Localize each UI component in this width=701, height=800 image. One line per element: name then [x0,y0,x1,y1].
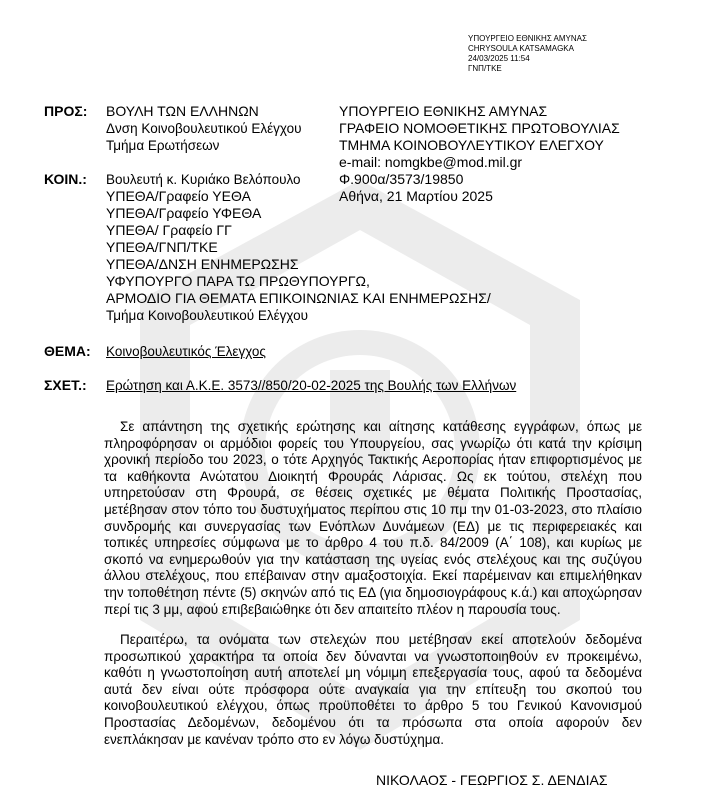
signatory-name: ΝΙΚΟΛΑΟΣ - ΓΕΩΡΓΙΟΣ Σ. ΔΕΝΔΙΑΣ [376,772,608,788]
cc-line: ΥΠΕΘΑ/ΔΝΣΗ ΕΝΗΜΕΡΩΣΗΣ [106,256,299,272]
stamp-line: 24/03/2025 11:54 [468,54,530,63]
cc-line: ΥΠΕΘΑ/ Γραφείο ΓΓ [106,222,232,238]
pros-label: ΠΡΟΣ: [44,103,88,119]
subject-label: ΘΕΜΑ: [44,343,91,359]
reference-value: Ερώτηση και Α.Κ.Ε. 3573//850/20-02-2025 της Βουλής των Ελλήνων [106,378,517,393]
body-paragraph: Περαιτέρω, τα ονόματα των στελεχών που μετέβησαν εκεί αποτελούν δεδομένα προσωπικού χαρακτήρα τα οποία δεν δύνανται να γνωστοποιηθούν εν προκειμένω, καθότι η γνωστοποίηση αυτή αποτελεί μη νόμιμη επεξεργασία τους, αφού τα δεδομένα αυτά δεν είναι ούτε πρόσφορα ούτε αναγκαία για την επίτευξη του σκοπού του κοινοβουλευτικού ελέγχου, όπως προϋποθέτει το άρθρο 5 του Γενικού Κανονισμού Προστασίας Δεδομένων, δεδομένου ότι τα πρόσωπα στα οποία αφορούν δεν ενεπλάκησαν με κανέναν τρόπο στο εν λόγω δυστύχημα. [104,632,642,747]
stamp-line: ΥΠΟΥΡΓΕΙΟ ΕΘΝΙΚΗΣ ΑΜΥΝΑΣ [468,34,587,43]
sender-email: e-mail: nomgkbe@mod.mil.gr [339,154,523,170]
cc-line: ΥΠΕΘΑ/ΓΝΠ/ΤΚΕ [106,239,218,255]
digital-signature-stamp [468,34,587,74]
stamp-line: CHRYSOULA KATSAMAGKA [468,44,574,53]
protocol-number: Φ.900α/3573/19850 [339,171,464,187]
reference-label: ΣΧΕΤ.: [44,377,87,393]
cc-line: ΥΦΥΠΟΥΡΓΟ ΠΑΡΑ ΤΩ ΠΡΩΘΥΠΟΥΡΓΩ, [106,273,370,289]
sender-line: ΤΜΗΜΑ ΚΟΙΝΟΒΟΥΛΕΥΤΙΚΟΥ ΕΛΕΓΧΟΥ [339,137,604,153]
recipient-line: Δνση Κοινοβουλευτικού Ελέγχου [106,121,302,136]
koin-label: ΚΟΙΝ.: [44,171,87,187]
sender-line: ΓΡΑΦΕΙΟ ΝΟΜΟΘΕΤΙΚΗΣ ΠΡΩΤΟΒΟΥΛΙΑΣ [339,120,620,136]
stamp-line: ΓΝΠ/ΤΚΕ [468,64,502,73]
body-paragraph: Σε απάντηση της σχετικής ερώτησης και αίτησης κατάθεσης εγγράφων, όπως με πληροφόρησαν οι αρμόδιοι φορείς του Υπουργείου, σας γνωρίζω ότι κατά την κρίσιμη χρονική περίοδο του 2023, ο τότε Αρχηγός Τακτικής Αεροπορίας ήταν επιφορτισμένος με τα καθήκοντα Ανώτατου Διοικητή Φρουράς Λάρισας. Ως εκ τούτου, στελέχη που υπηρετούσαν στη Φρουρά, σε θέσεις σχετικές με θέματα Πολιτικής Προστασίας, μετέβησαν στον τόπο του δυστυχήματος περίπου στις 10 πμ την 01-03-2023, στο πλαίσιο συνδρομής και συνεργασίας των Ενόπλων Δυνάμεων (ΕΔ) με τις περιφερειακές και τοπικές υπηρεσίες σύμφωνα με το άρθρο 4 του π.δ. 84/2009 (Α΄ 108), και κυρίως με σκοπό να ενημερωθούν για την κατάσταση της υγείας ενός στελέχους και της συζύγου άλλου στελέχους, που επέβαιναν στην αμαξοστοιχία. Εκεί παρέμειναν και επιμελήθηκαν την τοποθέτηση πέντε (5) σκηνών από τις ΕΔ (για δημοσιογράφους κ.ά.) και αποχώρησαν περί τις 3 μμ, αφού επιβεβαιώθηκε ότι δεν απαιτείτο πλέον η παρουσία τους. [104,419,642,617]
sender-line: ΥΠΟΥΡΓΕΙΟ ΕΘΝΙΚΗΣ ΑΜΥΝΑΣ [339,103,548,119]
recipient-line: Τμήμα Ερωτήσεων [106,138,220,153]
recipient-line: ΒΟΥΛΗ ΤΩΝ ΕΛΛΗΝΩΝ [106,103,259,119]
document-date: Αθήνα, 21 Μαρτίου 2025 [339,188,493,204]
subject-value: Κοινοβουλευτικός Έλεγχος [106,344,266,359]
cc-line: Βουλευτή κ. Κυριάκο Βελόπουλο [106,172,301,187]
cc-line: ΥΠΕΘΑ/Γραφείο ΥΕΘΑ [106,188,251,204]
cc-line: ΥΠΕΘΑ/Γραφείο ΥΦΕΘΑ [106,205,262,221]
cc-line: Τμήμα Κοινοβουλευτικού Ελέγχου [106,308,308,323]
cc-line: ΑΡΜΟΔΙΟ ΓΙΑ ΘΕΜΑΤΑ ΕΠΙΚΟΙΝΩΝΙΑΣ ΚΑΙ ΕΝΗΜΕΡΩΣΗΣ/ [106,290,491,306]
